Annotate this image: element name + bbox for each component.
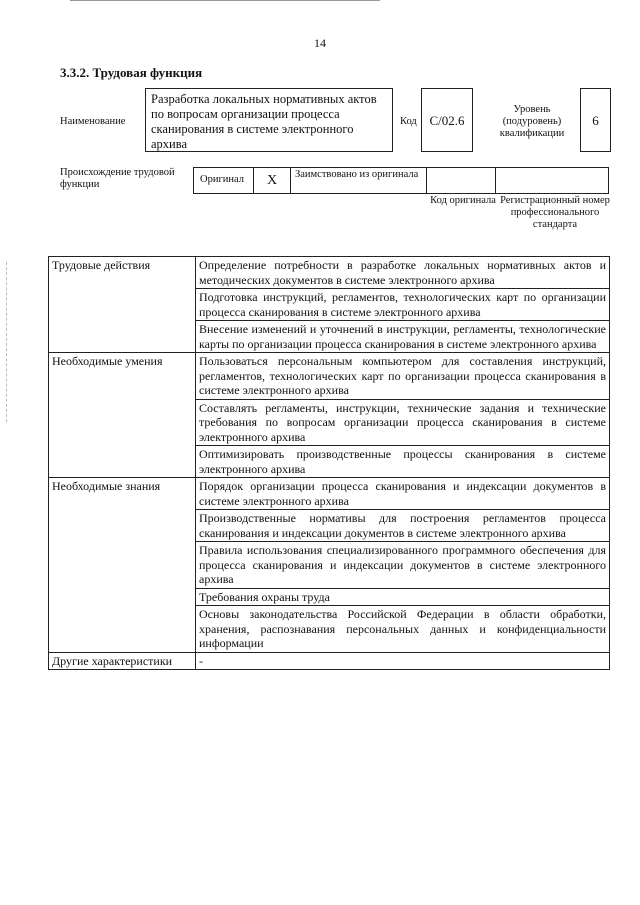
reg-number-caption: Регистрационный номер профессионального стандарта [500,195,610,230]
category-cell: Необходимые умения [49,353,196,478]
code-value-box: С/02.6 [421,88,473,152]
function-details-table [48,256,610,670]
item-cell: Оптимизировать производственные процессы сканирования в системе электронного архива [196,446,610,478]
item-cell: Производственные нормативы для построения регламентов процесса сканирования и индексации документов в системе электронного архива [196,510,610,542]
item-cell: Составлять регламенты, инструкции, технические задания и технические требования по вопросам организации процесса сканирования в системе электронного архива [196,399,610,446]
table-row [49,652,610,670]
name-label: Наименование [60,116,126,127]
section-title: 3.3.2. Трудовая функция [60,65,203,80]
scan-edge-mark [6,262,7,422]
level-label: Уровень (подуровень) квалификации [499,104,565,139]
table-row [49,257,610,289]
category-cell: Необходимые знания [49,478,196,653]
item-cell: Требования охраны труда [196,588,610,606]
item-cell: Основы законодательства Российской Федерации в области обработки, хранения, распознавания персональных данных и конфиденциальности информации [196,606,610,653]
original-label: Оригинал [194,168,254,193]
item-cell: - [196,652,610,670]
item-cell: Порядок организации процесса сканирования и индексации документов в системе электронного архива [196,478,610,510]
item-cell: Пользоваться персональным компьютером для составления инструкций, регламентов, технологических карт по организации процесса сканирования в системе электронного архива [196,353,610,400]
table-row [49,478,610,510]
original-mark: X [254,168,291,193]
origin-row [193,167,609,194]
code-label: Код [400,116,417,127]
code-original-caption: Код оригинала [430,195,496,206]
borrowed-label: Заимствовано из оригинала [291,168,427,193]
function-name-box: Разработка локальных нормативных актов по вопросам организации процесса сканирования в системе электронного архива [145,88,393,152]
page-number: 14 [314,36,326,50]
top-edge-line [70,0,380,1]
level-value-box: 6 [580,88,611,152]
item-cell: Определение потребности в разработке локальных нормативных актов и методических документов в системе электронного архива [196,257,610,289]
category-cell: Трудовые действия [49,257,196,353]
item-cell: Внесение изменений и уточнений в инструкции, регламенты, технологические карты по организации процесса сканирования в системе электронного архива [196,321,610,353]
category-cell: Другие характеристики [49,652,196,670]
item-cell: Подготовка инструкций, регламентов, технологических карт по организации процесса сканирования в системе электронного архива [196,289,610,321]
reg-number-cell [496,168,608,193]
origin-label: Происхождение трудовой функции [60,167,175,190]
code-original-cell [427,168,496,193]
item-cell: Правила использования специализированного программного обеспечения для процесса сканирования и индексации документов в системе электронного архива [196,542,610,589]
table-row [49,353,610,400]
